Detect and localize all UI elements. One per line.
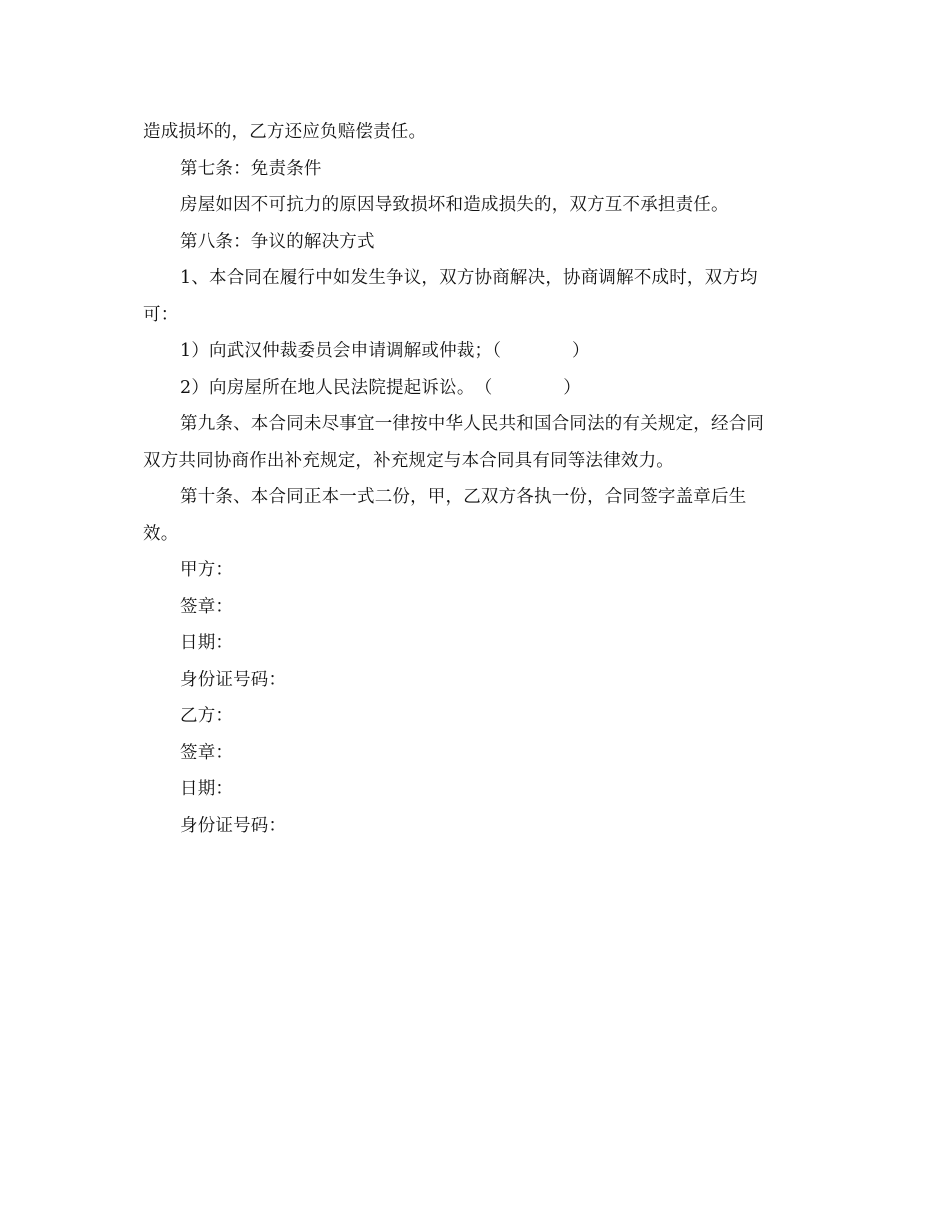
clause-9 [143,406,803,479]
party-a-label: 甲方： [180,560,234,580]
party-a-date-label: 日期： [180,633,234,653]
clause-10-line-1: 第十条、本合同正本一式二份，甲，乙双方各执一份，合同签字盖章后生 [180,487,747,507]
clause-6-continuation: 造成损坏的，乙方还应负赔偿责任。 [143,122,427,142]
party-b-id-label: 身份证号码： [180,815,287,836]
contract-body [143,114,803,844]
party-b-seal-label: 签章： [180,742,234,763]
clause-8-heading: 第八条：争议的解决方式 [180,231,375,252]
clause-7-heading: 第七条：免责条件 [180,158,322,179]
clause-8-option-arbitration: 1）向武汉仲裁委员会申请调解或仲裁；（ ） [180,341,590,361]
party-a-seal-label: 签章： [180,596,234,617]
clause-8-item-1 [143,260,803,333]
party-a-id-label: 身份证号码： [180,669,287,690]
party-b-label: 乙方： [180,706,234,726]
party-b-date-label: 日期： [180,779,234,799]
clause-10-line-2: 效。 [143,523,179,544]
clause-8-item-1-line-1: 1、本合同在履行中如发生争议，双方协商解决，协商调解不成时，双方均 [180,268,758,288]
clause-8-item-1-line-2: 可： [143,304,179,325]
clause-8-option-litigation: 2）向房屋所在地人民法院提起诉讼。 （ ） [180,377,581,398]
clause-10 [143,479,803,552]
clause-9-line-1: 第九条、本合同未尽事宜一律按中华人民共和国合同法的有关规定，经合同 [180,414,765,434]
clause-9-line-2: 双方共同协商作出补充规定，补充规定与本合同具有同等法律效力。 [143,450,674,471]
clause-7-text: 房屋如因不可抗力的原因导致损坏和造成损失的，双方互不承担责任。 [180,195,729,215]
